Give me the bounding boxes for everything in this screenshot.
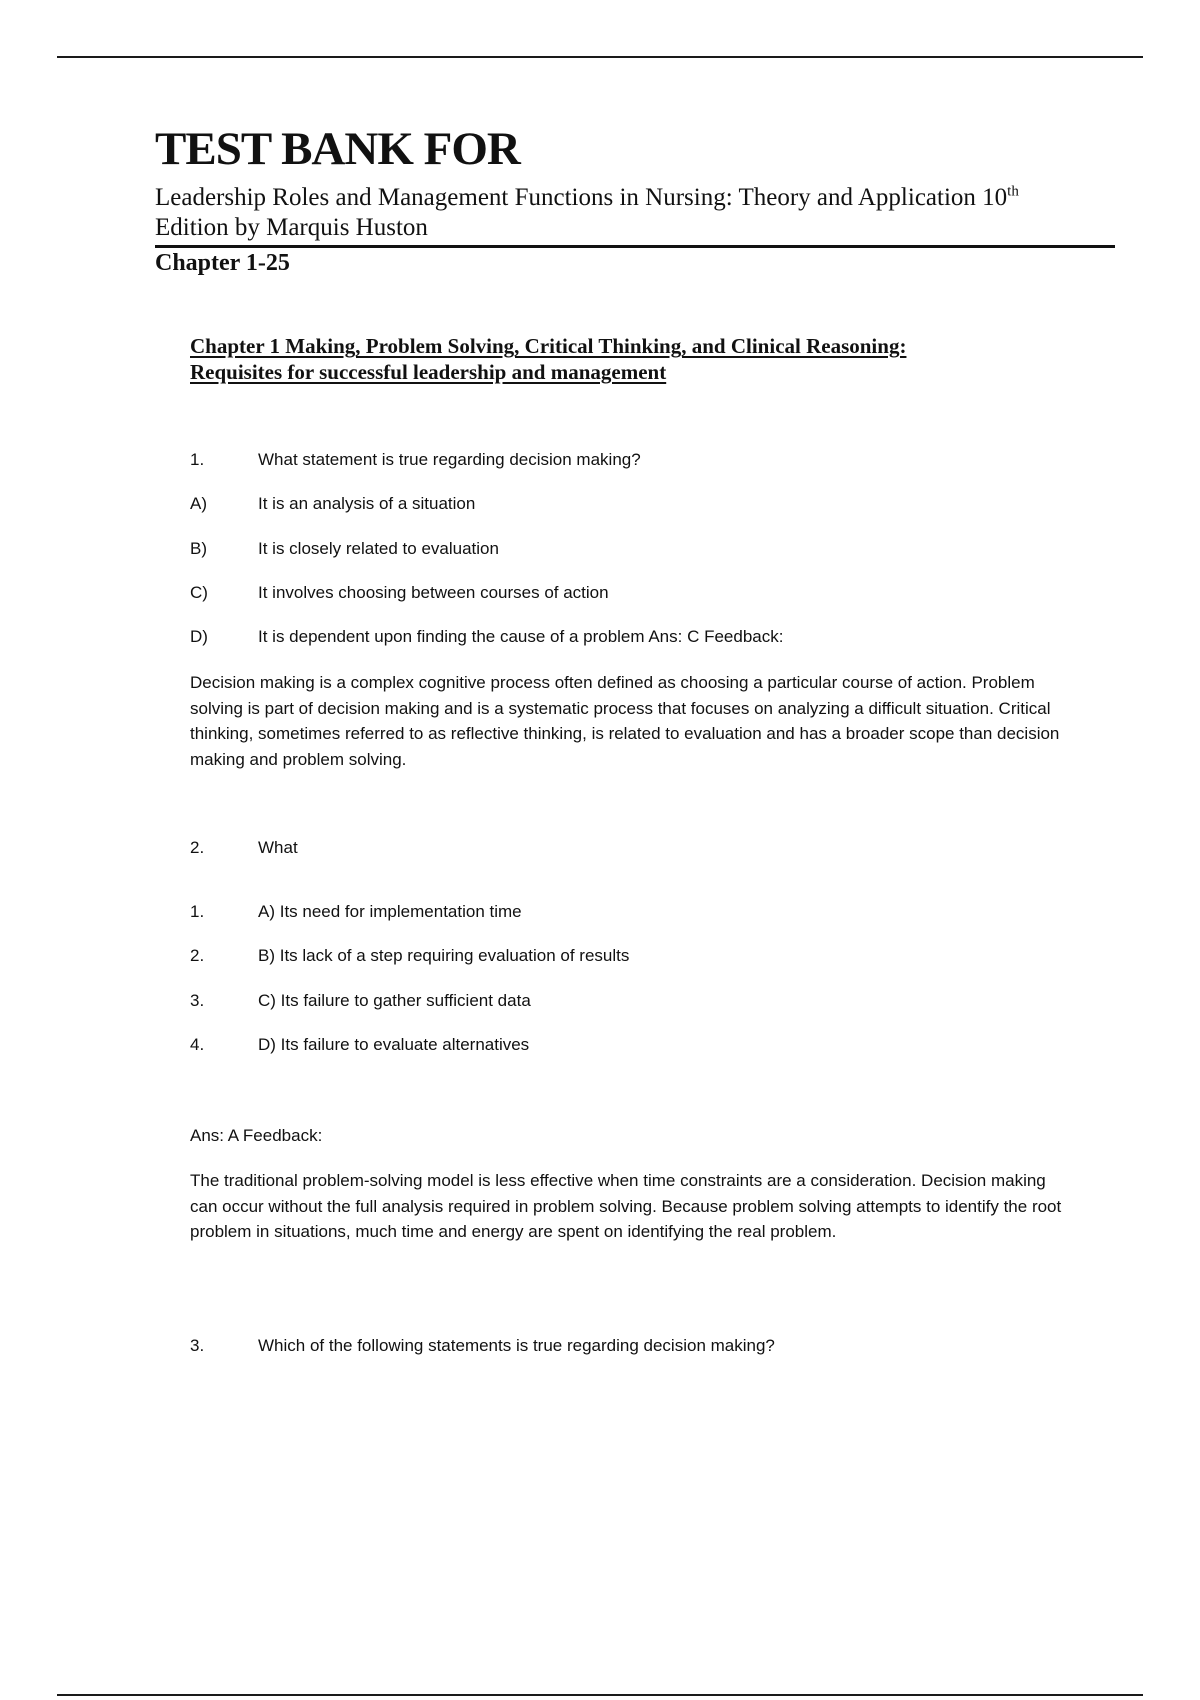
- chapter-heading-line2: Requisites for successful leadership and management: [190, 360, 667, 384]
- question-number: 3.: [190, 1336, 205, 1355]
- option-letter: D): [190, 627, 208, 646]
- document-title: TEST BANK FOR: [155, 123, 520, 175]
- q2-option-1: [190, 901, 522, 923]
- option-letter: B): [190, 539, 207, 558]
- book-title-end: Edition by Marquis Huston: [155, 214, 428, 241]
- q1-option-a: [190, 493, 475, 515]
- book-title: [155, 183, 1115, 243]
- option-text: C) Its failure to gather sufficient data: [258, 991, 531, 1010]
- option-number: 1.: [190, 902, 205, 921]
- question-text: Which of the following statements is true regarding decision making?: [258, 1336, 775, 1355]
- chapter-heading: [190, 333, 990, 385]
- question-number: 1.: [190, 450, 205, 469]
- book-title-sup: th: [1007, 183, 1019, 200]
- option-text: A) Its need for implementation time: [258, 902, 522, 921]
- question-number: 2.: [190, 838, 205, 857]
- option-text: It involves choosing between courses of action: [258, 583, 609, 602]
- header-rule: [155, 245, 1115, 248]
- q1-option-d: [190, 626, 783, 648]
- q1-feedback: Decision making is a complex cognitive process often defined as choosing a particular course of action. Problem solving is part of decision making and is a systematic process that focuses on analyzing a difficult situation. Critical thinking, sometimes referred to as reflective thinking, is related to evaluation and has a broader scope than decision making and problem solving.: [190, 673, 1060, 769]
- book-title-main: Leadership Roles and Management Functions in Nursing: Theory and Application 10: [155, 184, 1008, 211]
- document-header: [155, 123, 1115, 243]
- q1-option-b: [190, 538, 499, 560]
- bottom-rule: [57, 1694, 1143, 1696]
- q2-option-2: [190, 945, 629, 967]
- option-number: 4.: [190, 1035, 205, 1054]
- option-letter: C): [190, 583, 208, 602]
- option-text: D) Its failure to evaluate alternatives: [258, 1035, 530, 1054]
- option-letter: A): [190, 494, 207, 513]
- q1-option-c: [190, 582, 609, 604]
- chapter-heading-line1: Chapter 1 Making, Problem Solving, Critical Thinking, and Clinical Reasoning:: [190, 334, 907, 358]
- question-2: [190, 837, 298, 859]
- q2-option-4: [190, 1034, 529, 1056]
- option-number: 3.: [190, 991, 205, 1010]
- q2-feedback: The traditional problem-solving model is less effective when time constraints are a consideration. Decision making can occur without the full analysis required in problem solving. Because problem solving attempts to identify the root problem in situations, much time and energy are spent on identifying the real problem.: [190, 1171, 1062, 1241]
- option-text: It is dependent upon finding the cause of a problem Ans: C Feedback:: [258, 627, 784, 646]
- option-number: 2.: [190, 946, 205, 965]
- option-text: It is closely related to evaluation: [258, 539, 499, 558]
- chapter-range: Chapter 1-25: [155, 250, 290, 276]
- question-3: [190, 1335, 775, 1357]
- q2-answer: Ans: A Feedback:: [190, 1126, 323, 1145]
- option-text: B) Its lack of a step requiring evaluation of results: [258, 946, 630, 965]
- question-text: What: [258, 838, 298, 857]
- question-1: [190, 449, 641, 471]
- top-rule: [57, 56, 1143, 58]
- q2-option-3: [190, 990, 531, 1012]
- question-text: What statement is true regarding decision making?: [258, 450, 641, 469]
- option-text: It is an analysis of a situation: [258, 494, 476, 513]
